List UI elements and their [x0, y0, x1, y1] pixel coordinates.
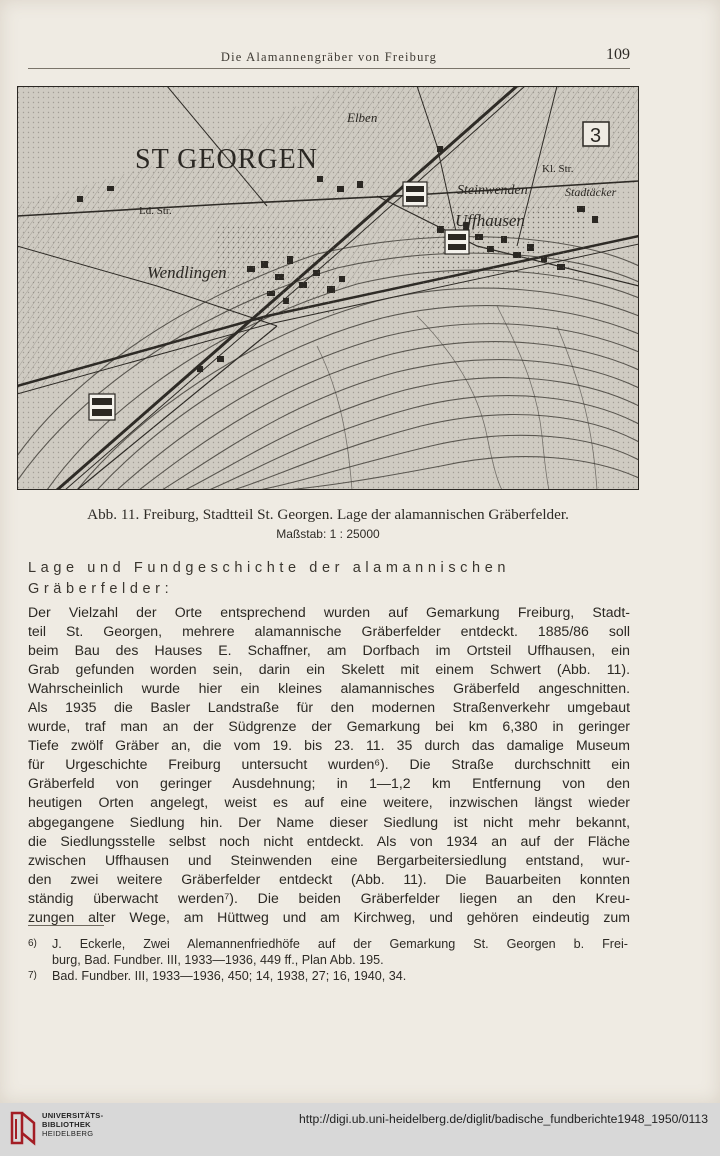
body-line: die Siedlungsstelle selbst noch nicht entdeckt. Als von 1934 an auf der Fläche — [28, 832, 630, 849]
library-name-line: UNIVERSITÄTS- — [42, 1111, 104, 1120]
viewer-footer — [0, 1103, 720, 1156]
body-line: Der Vielzahl der Orte entsprechend wurden auf Gemarkung Freiburg, Stadt- — [28, 604, 630, 620]
map-figure — [17, 86, 639, 490]
footnote — [28, 968, 628, 984]
body-line: den zwei weitere Gräberfelder entdeckt (Abb. 11). Die Bauarbeiten konnten — [28, 870, 630, 887]
topographic-map — [17, 86, 639, 490]
library-name-line: HEIDELBERG — [42, 1128, 94, 1138]
body-line: Gräberfeld von geringer Ausdehnung; in 1—1,2 km Entfernung von den — [28, 775, 630, 792]
body-line: beim Bau des Hauses E. Schaffner, am Dorfbach im Ortsteil Uffhausen, ein — [28, 642, 630, 659]
running-title: Die Alamannengräber von Freiburg — [220, 50, 438, 64]
map-label-uffhausen: Uffhausen — [455, 211, 525, 230]
figure-caption: Abb. 11. Freiburg, Stadtteil St. Georgen. Lage der alamannischen Gräberfelder. — [87, 506, 569, 523]
body-line: ständig überwacht werden⁷). Die beiden Gräberfelder liegen an den Kreu- — [28, 889, 630, 906]
body-line: abgegangene Siedlung hin. Der Name dieser Siedlung ist nicht mehr bekannt, — [28, 813, 630, 830]
footnote-line: J. Eckerle, Zwei Alemannenfriedhöfe auf der Gemarkung St. Georgen b. Frei- — [52, 937, 628, 951]
grave-field-symbol — [403, 182, 427, 206]
footnote-mark: 7) — [28, 970, 37, 981]
library-name — [42, 1112, 103, 1138]
body-line: wurde, traf man an der Südgrenze der Gemarkung bei km 6,380 in geringer — [28, 718, 630, 735]
figure-scale: Maßstab: 1 : 25000 — [276, 527, 380, 541]
body-line: teil St. Georgen, mehrere alamannische Gräberfelder entdeckt. 1885/86 soll — [28, 623, 630, 640]
section-heading-line: Gräberfelder: — [28, 581, 174, 597]
page-url-link[interactable]: http://digi.ub.uni-heidelberg.de/diglit/badische_fundberichte1948_1950/0113 — [298, 1112, 708, 1126]
map-label-st-georgen: ST GEORGEN — [135, 144, 318, 175]
running-head — [28, 46, 630, 69]
map-label-elben: Elben — [347, 110, 378, 125]
map-label-steinwenden: Steinwenden — [457, 183, 528, 198]
body-line: Tiefe zwölf Gräber an, die vom 19. bis 23. 11. 35 durch das damalige Museum — [28, 737, 630, 754]
map-label-ld-str: Ld. Str. — [139, 205, 172, 217]
section-heading-line: Lage und Fundgeschichte der alamannischen — [28, 560, 511, 576]
body-line: zungen alter Wege, am Hüttweg und am Kirchweg, und gehören eindeutig zum — [28, 908, 630, 925]
footnotes — [28, 936, 628, 984]
footnote-line: Bad. Fundber. III, 1933—1936, 450; 14, 1938, 27; 16, 1940, 34. — [52, 969, 407, 983]
library-name-line: BIBLIOTHEK — [42, 1119, 91, 1129]
map-grid-square-label — [583, 122, 609, 147]
footnote-mark: 6) — [28, 938, 37, 949]
footnote-line: burg, Bad. Fundber. III, 1933—1936, 449 ff., Plan Abb. 195. — [52, 953, 384, 967]
map-label-wendlingen: Wendlingen — [147, 263, 227, 282]
body-line: Grab gefunden worden sein, darin ein Skelett mit einem Schwert (Abb. 11). — [28, 661, 630, 678]
body-text — [28, 603, 630, 927]
university-library-logo-icon[interactable] — [8, 1109, 38, 1147]
body-line: heutigen Orten angelegt, weist es auf eine weitere, inzwischen längst wieder — [28, 794, 630, 811]
svg-text:3: 3 — [590, 125, 602, 147]
body-line: Wahrscheinlich wurde hier ein kleines alamannisches Gräberfeld angeschnitten. — [28, 680, 630, 697]
map-label-kl-str: Kl. Str. — [542, 163, 574, 175]
grave-field-symbol — [89, 394, 115, 420]
section-heading — [28, 558, 588, 600]
footnote — [28, 936, 628, 968]
page-number: 109 — [606, 46, 630, 63]
map-label-stadtaecker: Stadtäcker — [565, 185, 617, 199]
body-line: zwischen Uffhausen und Steinwenden eine Bergarbeitersiedlung entstand, wur- — [28, 851, 630, 868]
body-line: für Urgeschichte Freiburg untersucht wurden⁶). Die Straße durchschnitt ein — [28, 756, 630, 773]
grave-field-symbol — [445, 230, 469, 254]
footnote-divider — [28, 925, 104, 926]
body-line: Als 1935 die Basler Landstraße für den modernen Straßenverkehr umgebaut — [28, 699, 630, 716]
